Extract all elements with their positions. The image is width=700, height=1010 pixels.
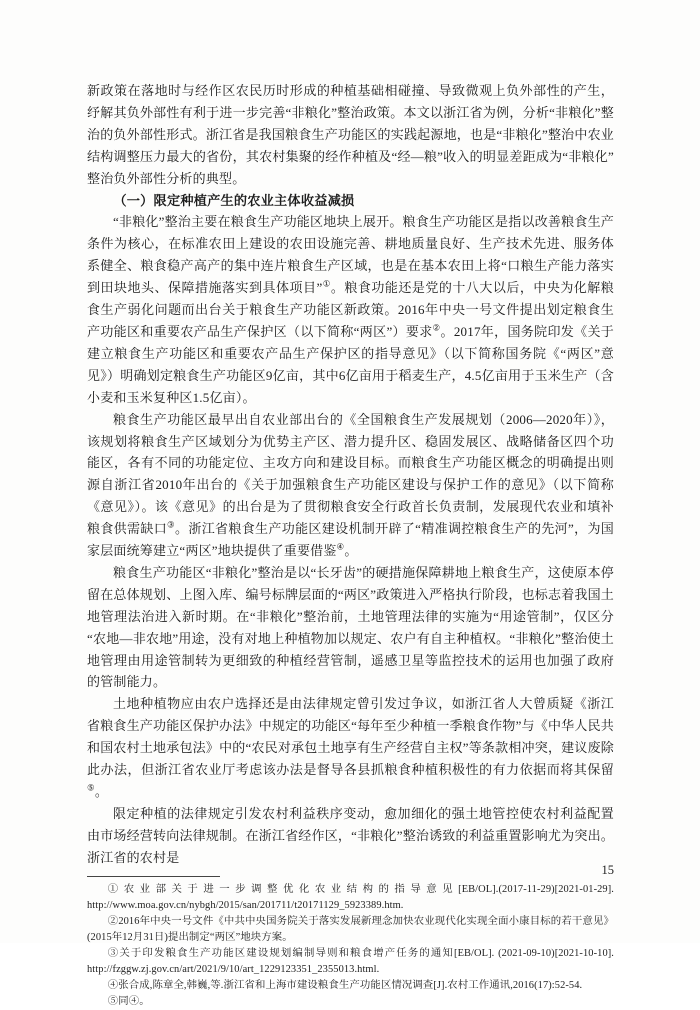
footnote: ①农业部关于进一步调整优化农业结构的指导意见[EB/OL].(2017-11-29)[2021-01-29]. http://www.moa.gov.cn/nybgh/2015/san/201711/t20171129_5923389.htm. bbox=[87, 883, 614, 911]
continuation-paragraph: 新政策在落地时与经作区农民历时形成的种植基础相碰撞、导致微观上负外部性的产生，纾解其负外部性有利于进一步完善“非粮化”整治政策。本文以浙江省为例，分析“非粮化”整治的负外部性形式。浙江省是我国粮食生产功能区的实践起源地，也是“非粮化”整治中农业结构调整压力最大的省份，其农村集聚的经作种植及“经—粮”收入的明显差距成为“非粮化”整治负外部性分析的典型。 bbox=[87, 83, 614, 186]
footnote: ②2016年中央一号文件《中共中央国务院关于落实发展新理念加快农业现代化实现全面小康目标的若干意见》(2015年12月31日)提出制定“两区”地块方案。 bbox=[87, 915, 614, 943]
body-paragraph: 粮食生产功能区最早出自农业部出台的《全国粮食生产发展规划（2006—2020年）》，该规划将粮食生产区域划分为优势主产区、潜力提升区、稳固发展区、战略储备区四个功能区，各有不同的功能定位、主攻方向和建设目标。而粮食生产功能区概念的明确提出则源自浙江省2010年出台的《关于加强粮食生产功能区建设与保护工作的意见》（以下简称《意见》）。该《意见》的出台是为了贯彻粮食安全行政首长负责制，发展现代农业和填补粮食供需缺口③。浙江省粮食生产功能区建设机制开辟了“精准调控粮食生产的先河”，为国家层面统筹建立“两区”地块提供了重要借鉴④。 bbox=[87, 411, 614, 559]
footnote: ③关于印发粮食生产功能区建设规划编制导则和粮食增产任务的通知[EB/OL]. (2021-09-10)[2021-10-10]. http://fzggw.zj.gov.cn/art/2021/9/10/art_1229123351_2355013.html. bbox=[87, 947, 614, 975]
body-paragraph: “非粮化”整治主要在粮食生产功能区地块上展开。粮食生产功能区是指以改善粮食生产条件为核心，在标准农田上建设的农田设施完善、耕地质量良好、生产技术先进、服务体系健全、粮食稳产高产的集中连片粮食生产区域，也是在基本农田上将“口粮生产能力落实到田块地头、保障措施落实到具体项目”①。粮食功能还是党的十八大以后，中央为化解粮食生产弱化问题而出台关于粮食生产功能区新政策。2016年中央一号文件提出划定粮食生产功能区和重要农产品生产保护区（以下简称“两区”）要求②。2017年，国务院印发《关于建立粮食生产功能区和重要农产品生产保护区的指导意见》（以下简称国务院《“两区”意见》）明确划定粮食生产功能区9亿亩，其中6亿亩用于稻麦生产，4.5亿亩用于玉米生产（含小麦和玉米复种区1.5亿亩）。 bbox=[87, 214, 615, 405]
body-paragraph: 粮食生产功能区“非粮化”整治是以“长牙齿”的硬措施保障耕地上粮食生产，这使原本停留在总体规划、上图入库、编号标牌层面的“两区”政策进入严格执行阶段，也标志着我国土地管理法治进入新时期。在“非粮化”整治前，土地管理法律的实施为“用途管制”，仅区分“农地—非农地”用途，没有对地上种植物加以规定、农户有自主种植权。“非粮化”整治使土地管理由用途管制转为更细致的种植经营管制，遥感卫星等监控技术的运用也加强了政府的管制能力。 bbox=[87, 564, 614, 690]
footnote: ④张合成,陈章全,韩巍,等.浙江省和上海市建设粮食生产功能区情况调查[J].农村工作通讯,2016(17):52-54. bbox=[107, 979, 583, 991]
body-paragraph: 土地种植物应由农户选择还是由法律规定曾引发过争议，如浙江省人大曾质疑《浙江省粮食生产功能区保护办法》中规定的功能区“每年至少种植一季粮食作物”与《中华人民共和国农村土地承包法》中的“农民对承包土地享有生产经营自主权”等条款相冲突，建议废除此办法，但浙江省农业厅考虑该办法是督导各县抓粮食种植积极性的有力依据而将其保留⑤。 bbox=[87, 696, 614, 799]
body-paragraph: 限定种植的法律规定引发农村利益秩序变动，愈加细化的强土地管控使农村利益配置由市场经营转向法律规制。在浙江省经作区，“非粮化”整治诱致的利益重置影响尤为突出。浙江省的农村是 bbox=[87, 805, 614, 865]
footnotes-section bbox=[87, 876, 614, 1010]
page-number: 15 bbox=[601, 863, 614, 877]
footnote: ⑤同④。 bbox=[107, 995, 150, 1007]
section-heading: （一）限定种植产生的农业主体收益减损 bbox=[113, 192, 355, 208]
